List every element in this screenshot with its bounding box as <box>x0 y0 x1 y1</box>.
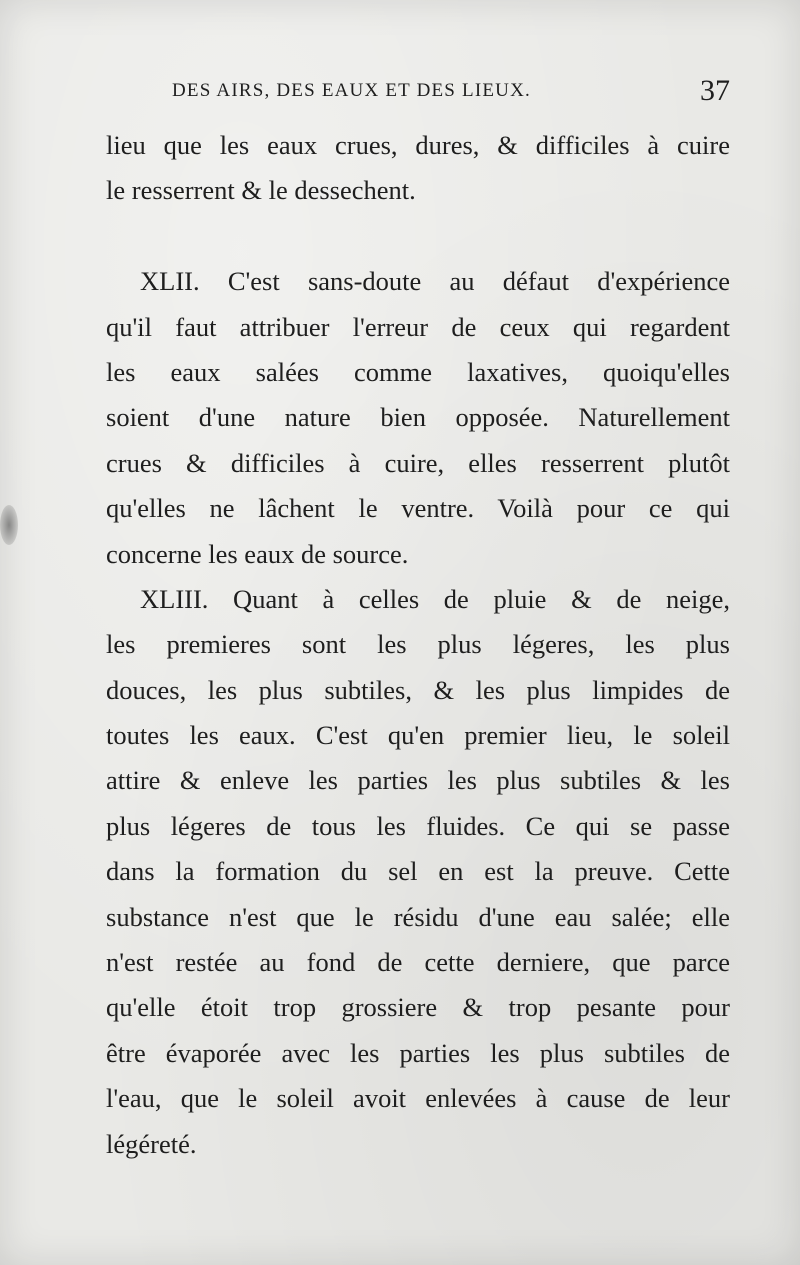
text-line: qu'il faut attribuer l'erreur de ceux qui regardent <box>106 311 730 342</box>
text-line: douces, les plus subtiles, & les plus limpides de <box>106 674 730 705</box>
text-line: toutes les eaux. C'est qu'en premier lieu, le soleil <box>106 720 730 751</box>
text-line: crues & difficiles à cuire, elles resserrent plutôt <box>106 447 730 478</box>
text-line: les premieres sont les plus légeres, les plus <box>106 629 730 660</box>
running-head <box>108 74 730 114</box>
text-line: XLII. C'est sans-doute au défaut d'expérience <box>140 266 730 297</box>
text-line: légéreté. <box>106 1128 197 1159</box>
body-text <box>106 123 730 1167</box>
page-number: 37 <box>700 74 730 107</box>
text-line: substance n'est que le résidu d'une eau salée; elle <box>106 901 730 932</box>
text-line: l'eau, que le soleil avoit enlevées à cause de leur <box>106 1083 730 1114</box>
text-line: plus légeres de tous les fluides. Ce qui se passe <box>106 810 730 841</box>
text-line: être évaporée avec les parties les plus subtiles de <box>106 1037 730 1068</box>
page-stain <box>0 505 18 545</box>
text-line: le resserrent & le dessechent. <box>106 175 416 206</box>
paragraph-gap <box>106 214 730 259</box>
text-line: qu'elles ne lâchent le ventre. Voilà pour ce qui <box>106 493 730 524</box>
text-line: soient d'une nature bien opposée. Naturellement <box>106 402 730 433</box>
text-line: attire & enleve les parties les plus subtiles & les <box>106 765 730 796</box>
text-line: dans la formation du sel en est la preuve. Cette <box>106 856 730 887</box>
text-line: les eaux salées comme laxatives, quoiqu'elles <box>106 356 730 387</box>
text-line: XLIII. Quant à celles de pluie & de neige, <box>140 583 730 614</box>
text-line: n'est restée au fond de cette derniere, que parce <box>106 947 730 978</box>
running-title: DES AIRS, DES EAUX ET DES LIEUX. <box>172 80 531 101</box>
text-line: concerne les eaux de source. <box>106 538 409 569</box>
text-line: lieu que les eaux crues, dures, & difficiles à cuire <box>106 130 730 160</box>
text-line: qu'elle étoit trop grossiere & trop pesante pour <box>106 992 730 1023</box>
